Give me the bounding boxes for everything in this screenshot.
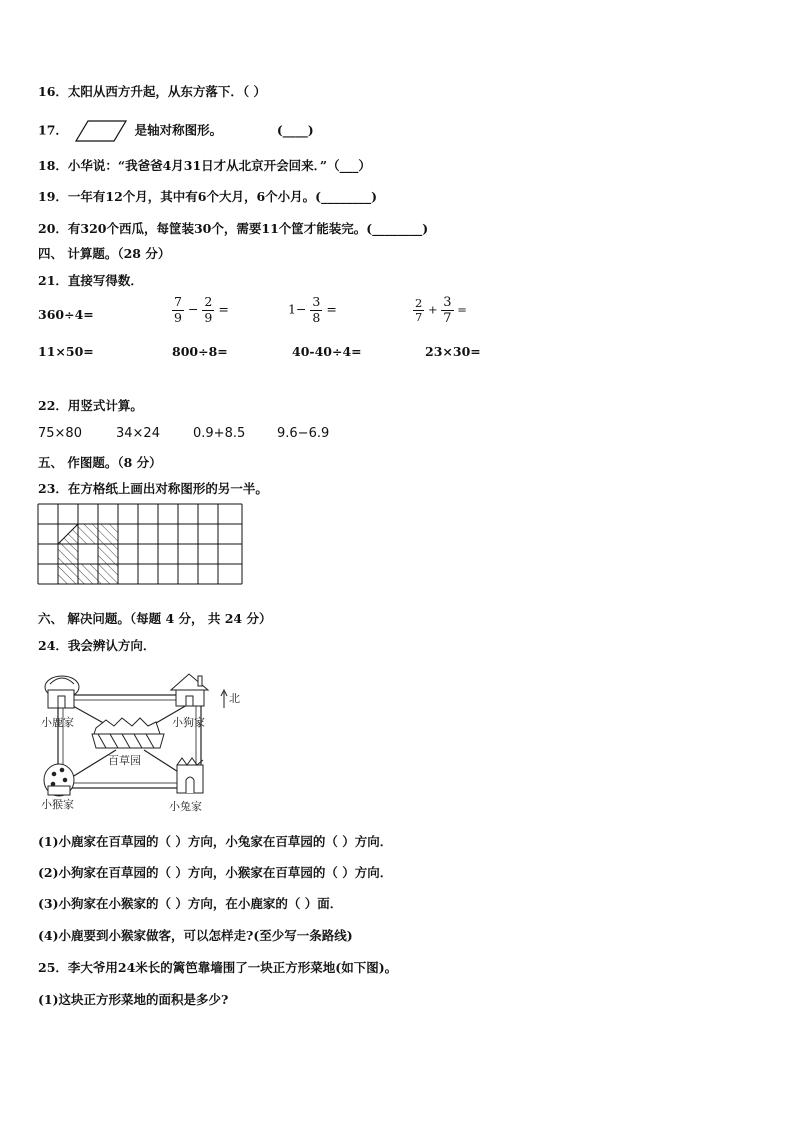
question-17-number: 17． xyxy=(38,122,68,138)
question-22: 22．用竖式计算。 xyxy=(38,398,143,413)
calc-22a: 75×80 xyxy=(38,426,82,441)
frac-num: 3 xyxy=(443,295,452,310)
frac-den: 9 xyxy=(174,309,182,325)
calc-21a: 360÷4= xyxy=(38,307,94,322)
calc-21f: 800÷8= xyxy=(172,344,228,359)
question-17 xyxy=(38,119,314,143)
calc-21e: 11×50= xyxy=(38,344,94,359)
section-5-heading: 五、 作图题。（8 分） xyxy=(38,455,162,470)
monkey-house-icon xyxy=(44,764,74,796)
map-label-deer: 小鹿家 xyxy=(41,716,74,729)
section-4-heading: 四、 计算题。（28 分） xyxy=(38,246,171,261)
question-24-4: (4)小鹿要到小猴家做客，可以怎样走?(至少写一条路线) xyxy=(38,928,353,943)
operator: − xyxy=(187,301,199,317)
question-20: 20．有320个西瓜，每筐装30个，需要11个筐才能装完。(________) xyxy=(38,221,429,236)
question-18: 18．小华说：“我爸爸4月31日才从北京开会回来．”（___） xyxy=(38,158,371,173)
frac-num: 7 xyxy=(174,294,182,309)
operator: 1− xyxy=(288,301,307,317)
calc-21g: 40-40÷4= xyxy=(292,344,362,359)
frac-den: 8 xyxy=(312,309,321,325)
frac-den: 9 xyxy=(204,309,213,325)
deer-house-icon xyxy=(45,676,79,708)
direction-map xyxy=(36,668,246,818)
question-25-1: (1)这块正方形菜地的面积是多少? xyxy=(38,992,229,1007)
garden-icon xyxy=(92,718,164,748)
calc-22b: 34×24 xyxy=(116,426,160,441)
map-label-dog: 小狗家 xyxy=(172,716,205,729)
calc-21d xyxy=(413,296,467,325)
rabbit-house-icon xyxy=(177,758,203,793)
question-24-3: (3)小狗家在小猴家的（ ）方向，在小鹿家的（ ）面． xyxy=(38,896,343,911)
question-24: 24．我会辨认方向． xyxy=(38,638,156,653)
question-23: 23．在方格纸上画出对称图形的另一半。 xyxy=(38,481,268,496)
parallelogram-figure xyxy=(74,119,128,143)
question-16: 16．太阳从西方升起，从东方落下．（ ） xyxy=(38,84,266,99)
map-label-garden: 百草园 xyxy=(108,754,141,767)
question-21: 21．直接写得数． xyxy=(38,273,143,288)
symmetry-grid xyxy=(37,503,245,591)
equals: = xyxy=(218,301,229,317)
question-24-2: (2)小狗家在百草园的（ ）方向，小猴家在百草园的（ ）方向． xyxy=(38,865,393,880)
calc-22c: 0.9+8.5 xyxy=(193,426,246,441)
frac-num: 2 xyxy=(415,295,423,310)
question-24-1: (1)小鹿家在百草园的（ ）方向，小兔家在百草园的（ ）方向． xyxy=(38,834,393,849)
dog-house-icon xyxy=(171,674,208,706)
frac-den: 7 xyxy=(415,310,423,324)
equals: = xyxy=(457,302,467,317)
frac-den: 7 xyxy=(443,311,452,326)
calc-21h: 23×30= xyxy=(425,344,481,359)
frac-num: 2 xyxy=(204,294,213,309)
frac-num: 3 xyxy=(312,294,321,309)
map-label-north: 北 xyxy=(229,692,240,705)
question-17-text: 是轴对称图形。 xyxy=(134,122,223,138)
map-label-monkey: 小猴家 xyxy=(41,798,74,811)
section-6-heading: 六、 解决问题。（每题 4 分， 共 24 分） xyxy=(38,611,272,626)
question-17-answer: (____) xyxy=(276,122,314,138)
calc-22d: 9.6−6.9 xyxy=(277,426,330,441)
calc-21b xyxy=(172,296,229,324)
calc-21c xyxy=(288,296,337,324)
north-arrow-icon xyxy=(221,690,227,708)
hatched-half-shape xyxy=(37,503,245,591)
question-19: 19．一年有12个月，其中有6个大月，6个小月。(________) xyxy=(38,189,378,204)
operator: + xyxy=(427,302,438,317)
map-label-rabbit: 小兔家 xyxy=(169,800,202,813)
question-25: 25．李大爷用24米长的篱笆靠墙围了一块正方形菜地(如下图)。 xyxy=(38,960,398,975)
equals: = xyxy=(326,301,337,317)
